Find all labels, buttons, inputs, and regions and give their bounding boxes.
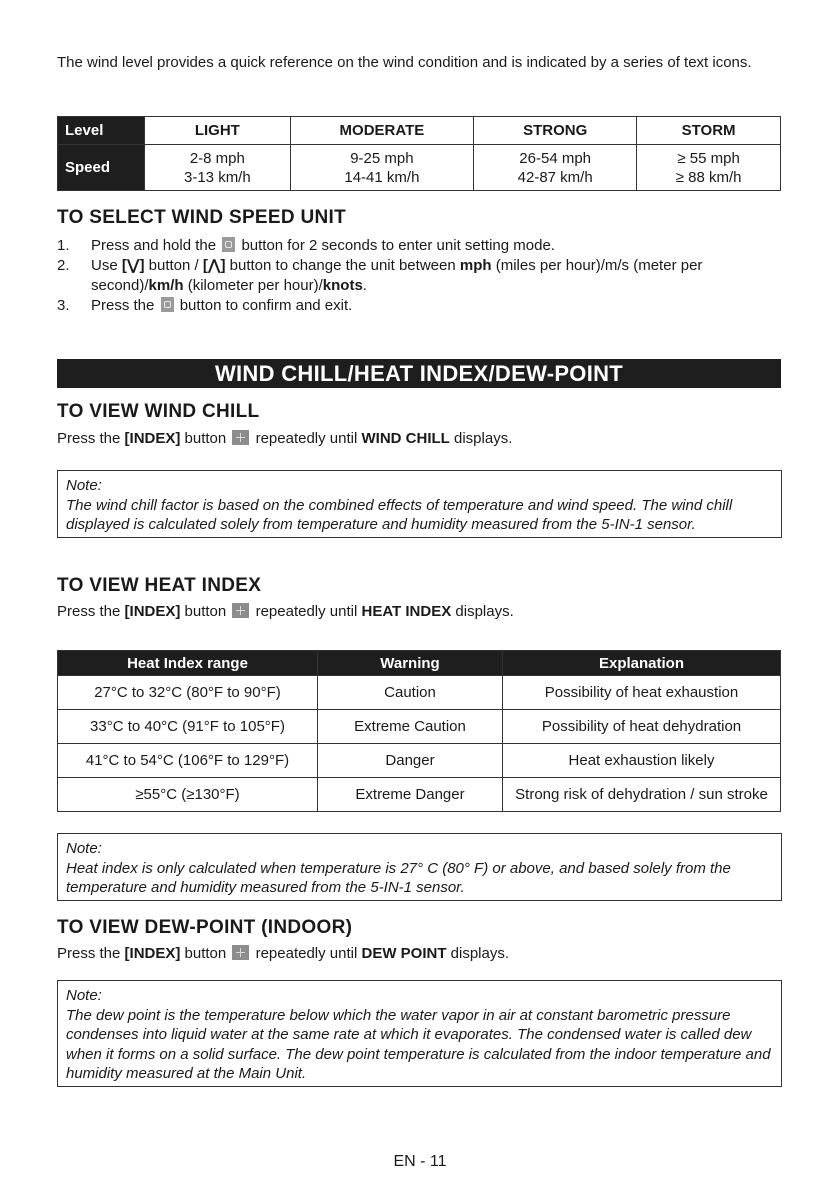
heat-index-label: HEAT INDEX	[361, 603, 452, 620]
cell-range: ≥55°C (≥130°F)	[58, 778, 318, 812]
cell-warning: Extreme Danger	[318, 778, 503, 812]
heat-index-instruction	[57, 602, 514, 622]
table-row	[58, 145, 781, 191]
index-label: [INDEX]	[124, 430, 181, 447]
wind-button-icon	[222, 237, 235, 252]
note-text: The dew point is the temperature below which the water vapor in air at constant barometric pressure condenses into liquid water at the same rate at which it evaporates. The condensed water is called dew when it forms on a solid surface. The dew point temperature is calculated from the indoor temperature and humidity measured at the Main Unit.	[66, 1006, 771, 1082]
cell-range: 27°C to 32°C (80°F to 90°F)	[58, 676, 318, 710]
wind-unit-heading: TO SELECT WIND SPEED UNIT	[57, 207, 347, 228]
index-label: [INDEX]	[124, 945, 181, 962]
speed-moderate	[290, 145, 473, 191]
wind-chill-heading: TO VIEW WIND CHILL	[57, 401, 260, 422]
text: Press the	[57, 603, 125, 620]
step-text: Press the	[91, 297, 155, 314]
step-text: button for 2 seconds to enter unit setting mode.	[241, 237, 555, 254]
dew-point-label: DEW POINT	[361, 945, 447, 962]
text: displays.	[449, 430, 513, 447]
up-button-symbol: [⋀]	[202, 257, 226, 274]
text: Press the	[57, 430, 125, 447]
speed-kmh: 14-41 km/h	[344, 168, 420, 186]
speed-mph: 2-8 mph	[189, 149, 245, 167]
speed-mph: ≥ 55 mph	[677, 149, 740, 167]
unit-mph: mph	[459, 257, 492, 274]
step-text: .	[362, 277, 367, 294]
speed-light	[145, 145, 291, 191]
text: repeatedly until	[251, 603, 362, 620]
table-row	[58, 676, 781, 710]
speed-kmh: 3-13 km/h	[184, 168, 251, 186]
speed-kmh: 42-87 km/h	[517, 168, 593, 186]
unit-knots: knots	[322, 277, 363, 294]
text: button	[180, 603, 231, 620]
cell-explanation: Heat exhaustion likely	[503, 744, 781, 778]
wind-button-icon	[161, 297, 174, 312]
step-2	[57, 256, 777, 296]
index-button-icon	[232, 430, 249, 445]
text: repeatedly until	[251, 945, 362, 962]
speed-strong	[474, 145, 637, 191]
speed-mph: 9-25 mph	[350, 149, 414, 167]
step-text: (miles per hour)/m/s (meter per second)/	[91, 257, 703, 294]
step-1	[57, 236, 777, 256]
header-range: Heat Index range	[58, 651, 318, 676]
step-text: Use	[91, 257, 122, 274]
dew-point-note	[57, 980, 782, 1087]
step-text: button /	[144, 257, 203, 274]
wind-chill-instruction	[57, 429, 512, 449]
speed-kmh: ≥ 88 km/h	[675, 168, 742, 186]
note-text: Heat index is only calculated when temperature is 27° C (80° F) or above, and based solely from the temperature and humidity measured from the 5-IN-1 sensor.	[66, 859, 731, 896]
speed-header: Speed	[58, 145, 145, 191]
cell-warning: Danger	[318, 744, 503, 778]
text: displays.	[446, 945, 510, 962]
note-text: The wind chill factor is based on the combined effects of temperature and wind speed. The wind chill displayed is calculated solely from temperature and humidity measured from the 5-IN-1 sensor.	[66, 496, 733, 533]
table-row	[58, 117, 781, 145]
cell-explanation: Possibility of heat exhaustion	[503, 676, 781, 710]
section-title-bar: WIND CHILL/HEAT INDEX/DEW-POINT	[57, 359, 781, 388]
wind-level-table	[57, 116, 781, 191]
note-label: Note:	[66, 840, 102, 857]
cell-range: 41°C to 54°C (106°F to 129°F)	[58, 744, 318, 778]
text: Press the	[57, 945, 125, 962]
text: button	[180, 945, 231, 962]
table-row	[58, 744, 781, 778]
level-light: LIGHT	[145, 117, 291, 145]
step-number: 3.	[57, 297, 70, 314]
index-button-icon	[232, 945, 249, 960]
text: button	[180, 430, 231, 447]
header-warning: Warning	[318, 651, 503, 676]
dew-point-heading: TO VIEW DEW-POINT (INDOOR)	[57, 917, 353, 938]
heat-index-table	[57, 650, 781, 812]
intro-paragraph: The wind level provides a quick reference on the wind condition and is indicated by a series of text icons.	[57, 54, 752, 71]
table-row	[58, 778, 781, 812]
heat-index-note	[57, 833, 782, 901]
wind-chill-note	[57, 470, 782, 538]
speed-mph: 26-54 mph	[519, 149, 592, 167]
level-strong: STRONG	[474, 117, 637, 145]
step-number: 1.	[57, 237, 70, 254]
speed-storm	[637, 145, 781, 191]
note-label: Note:	[66, 477, 102, 494]
text: displays.	[451, 603, 514, 620]
index-label: [INDEX]	[124, 603, 181, 620]
dew-point-instruction	[57, 944, 509, 964]
down-button-symbol: [⋁]	[121, 257, 145, 274]
wind-unit-steps	[57, 236, 777, 316]
cell-explanation: Possibility of heat dehydration	[503, 710, 781, 744]
header-explanation: Explanation	[503, 651, 781, 676]
step-3	[57, 296, 777, 316]
table-header-row	[58, 651, 781, 676]
unit-kmh: km/h	[148, 277, 184, 294]
cell-range: 33°C to 40°C (91°F to 105°F)	[58, 710, 318, 744]
note-label: Note:	[66, 987, 102, 1004]
step-text: Press and hold the	[91, 237, 217, 254]
table-row	[58, 710, 781, 744]
step-number: 2.	[57, 257, 70, 274]
text: repeatedly until	[251, 430, 362, 447]
index-button-icon	[232, 603, 249, 618]
cell-warning: Caution	[318, 676, 503, 710]
level-header: Level	[58, 117, 145, 145]
step-text: button to change the unit between	[225, 257, 460, 274]
page-number: EN - 11	[393, 1153, 447, 1170]
heat-index-heading: TO VIEW HEAT INDEX	[57, 575, 262, 596]
cell-warning: Extreme Caution	[318, 710, 503, 744]
step-text: (kilometer per hour)/	[183, 277, 323, 294]
cell-explanation: Strong risk of dehydration / sun stroke	[503, 778, 781, 812]
step-text: button to confirm and exit.	[179, 297, 353, 314]
level-storm: STORM	[637, 117, 781, 145]
wind-chill-label: WIND CHILL	[361, 430, 450, 447]
level-moderate: MODERATE	[290, 117, 473, 145]
